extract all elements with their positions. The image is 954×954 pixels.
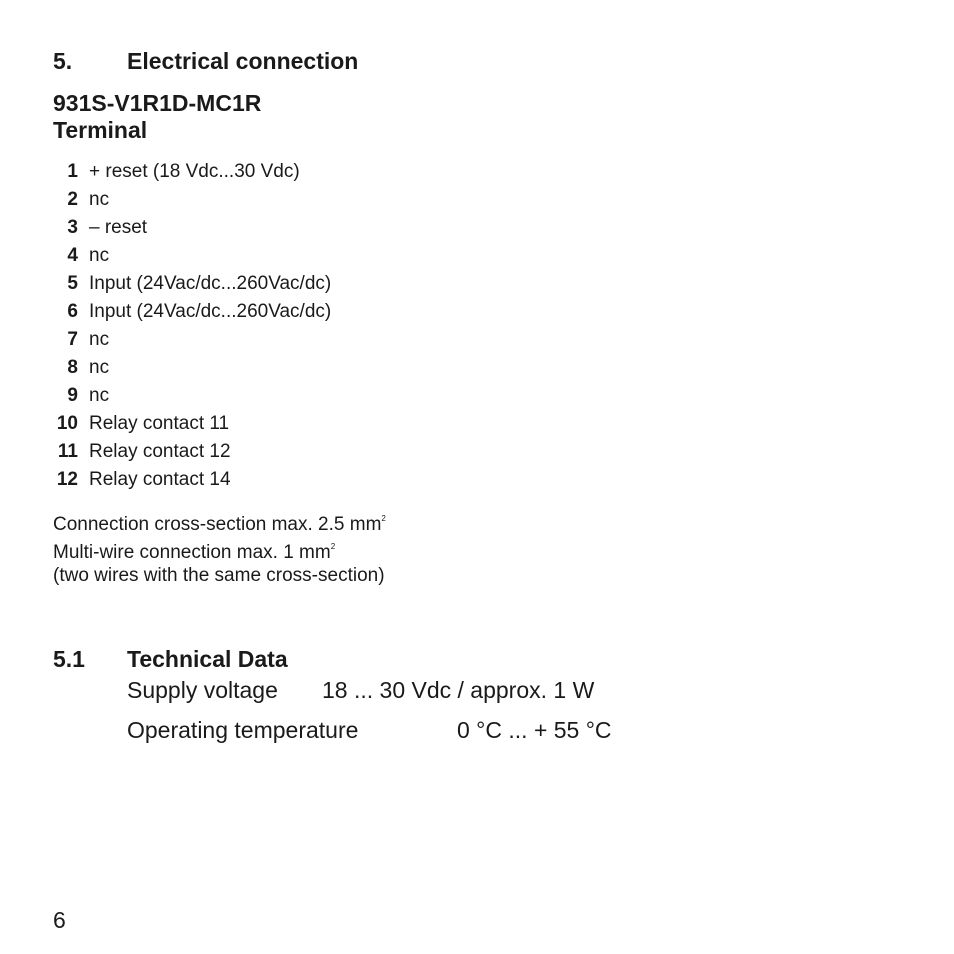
terminal-description: + reset (18 Vdc...30 Vdc) (89, 161, 300, 182)
terminal-number: 2 (67, 189, 78, 210)
superscript: 2 (381, 514, 386, 523)
terminal-row (52, 354, 109, 382)
page-number: 6 (53, 907, 66, 933)
terminal-row (52, 270, 331, 298)
superscript: 2 (330, 542, 336, 551)
tech-section-title: Technical Data (127, 646, 288, 672)
terminal-description: – reset (89, 217, 148, 238)
terminal-row (52, 438, 231, 466)
terminal-description: nc (89, 385, 110, 406)
terminal-number: 4 (67, 245, 78, 266)
terminal-number: 5 (67, 273, 78, 294)
two-wires-note: (two wires with the same cross-section) (53, 565, 385, 586)
terminal-row (52, 410, 229, 438)
multi-wire-text: Multi-wire connection max. 1 mm (53, 542, 331, 563)
terminal-description: Relay contact 14 (89, 469, 231, 490)
terminal-number: 9 (67, 385, 78, 406)
terminal-number: 6 (67, 301, 78, 322)
terminal-description: Relay contact 11 (89, 413, 230, 434)
cross-section-text: Connection cross-section max. 2.5 mm (53, 514, 382, 535)
terminal-row (52, 382, 109, 410)
terminal-number: 7 (67, 329, 78, 350)
section-title: Electrical connection (127, 48, 359, 74)
terminal-row (52, 242, 109, 270)
terminal-row (52, 298, 331, 326)
terminal-row (52, 466, 231, 494)
terminal-row (52, 186, 109, 214)
terminal-row (52, 158, 300, 186)
operating-temp-label: Operating temperature (127, 717, 359, 743)
terminal-description: Input (24Vac/dc...260Vac/dc) (89, 301, 332, 322)
terminal-description: Input (24Vac/dc...260Vac/dc) (89, 273, 332, 294)
terminal-description: nc (89, 189, 110, 210)
terminal-number: 11 (57, 441, 78, 462)
terminal-description: nc (89, 329, 110, 350)
terminal-row (52, 326, 109, 354)
terminal-heading: Terminal (53, 117, 148, 143)
supply-voltage-label: Supply voltage (127, 677, 278, 703)
terminal-number: 8 (67, 357, 78, 378)
supply-voltage-value: 18 ... 30 Vdc / approx. 1 W (322, 677, 595, 703)
terminal-description: nc (89, 245, 110, 266)
terminal-description: Relay contact 12 (89, 441, 231, 462)
terminal-number: 10 (56, 413, 78, 434)
section-number: 5. (53, 48, 73, 74)
operating-temp-value: 0 °C ... + 55 °C (457, 717, 612, 743)
tech-section-number: 5.1 (53, 646, 85, 672)
terminal-number: 3 (67, 217, 78, 238)
terminal-number: 12 (56, 469, 78, 490)
terminal-row (52, 214, 147, 242)
terminal-description: nc (89, 357, 110, 378)
terminal-number: 1 (67, 161, 78, 182)
model-heading: 931S-V1R1D-MC1R (53, 90, 262, 116)
